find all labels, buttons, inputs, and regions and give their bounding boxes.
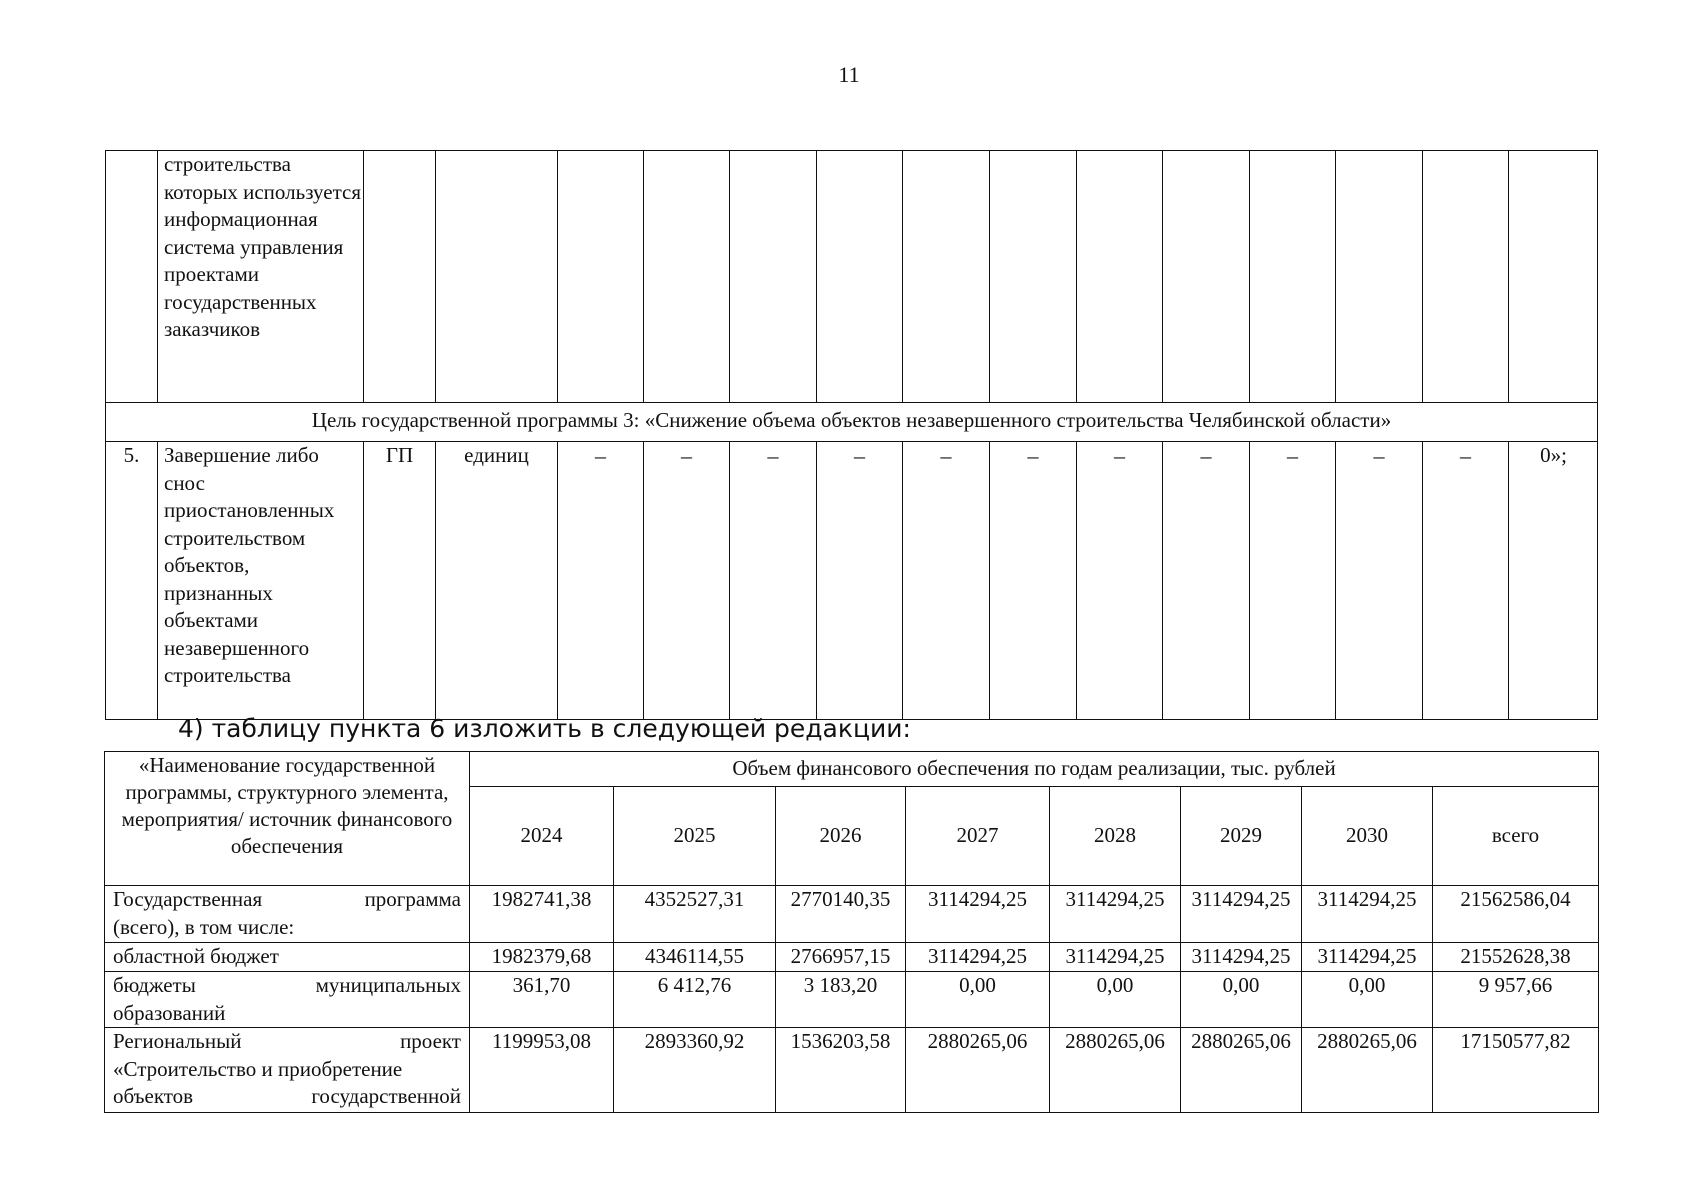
table-row xyxy=(105,943,1599,972)
cell-dash: – xyxy=(1077,442,1163,720)
value-cell: 0,00 xyxy=(1302,972,1433,1028)
row-name xyxy=(105,886,470,943)
cell-unit: единиц xyxy=(436,442,558,720)
cell-number xyxy=(106,151,158,403)
row-name xyxy=(105,1028,470,1113)
table-row xyxy=(106,442,1598,720)
year-header: 2029 xyxy=(1181,787,1302,886)
cell-type: ГП xyxy=(364,442,436,720)
value-cell: 17150577,82 xyxy=(1433,1028,1599,1113)
value-cell: 2893360,92 xyxy=(614,1028,776,1113)
header-row xyxy=(105,752,1599,787)
cell-indicator-name: строительства которых используется информационная система управления проектами государственных заказчиков xyxy=(158,151,364,403)
value-cell: 3114294,25 xyxy=(1050,943,1181,972)
cell xyxy=(1509,151,1598,403)
cell xyxy=(817,151,903,403)
total-header: всего xyxy=(1433,787,1599,886)
row-name xyxy=(105,972,470,1028)
value-cell: 2880265,06 xyxy=(1302,1028,1433,1113)
year-header: 2030 xyxy=(1302,787,1433,886)
row-name-line: «Строительство и приобретение xyxy=(113,1056,403,1081)
goal-text: Цель государственной программы 3: «Снижение объема объектов незавершенного строительства Челябинской области» xyxy=(106,403,1598,442)
value-cell: 1982741,38 xyxy=(470,886,614,943)
value-cell: 0,00 xyxy=(1050,972,1181,1028)
year-header: 2024 xyxy=(470,787,614,886)
cell xyxy=(1250,151,1336,403)
cell-number: 5. xyxy=(106,442,158,720)
page-number: 11 xyxy=(838,62,860,87)
instruction-text: 4) таблицу пункта 6 изложить в следующей редакции: xyxy=(178,714,911,743)
row-name-line: (всего), в том числе: xyxy=(113,914,295,939)
value-cell: 21552628,38 xyxy=(1433,943,1599,972)
cell xyxy=(364,151,436,403)
cell-dash: – xyxy=(1336,442,1423,720)
table-row xyxy=(105,1028,1599,1113)
value-cell: 2880265,06 xyxy=(1181,1028,1302,1113)
value-cell: 3 183,20 xyxy=(776,972,906,1028)
value-cell: 9 957,66 xyxy=(1433,972,1599,1028)
cell xyxy=(990,151,1077,403)
value-cell: 1199953,08 xyxy=(470,1028,614,1113)
value-cell: 1982379,68 xyxy=(470,943,614,972)
indicators-table xyxy=(105,150,1598,720)
cell xyxy=(1423,151,1509,403)
row-name-line: Государственная программа xyxy=(113,887,461,911)
value-cell: 0,00 xyxy=(906,972,1050,1028)
value-cell: 1536203,58 xyxy=(776,1028,906,1113)
cell-dash: – xyxy=(903,442,990,720)
value-cell: 3114294,25 xyxy=(906,886,1050,943)
row-name-line: областной бюджет xyxy=(113,944,279,968)
year-header: 2026 xyxy=(776,787,906,886)
table-row xyxy=(105,886,1599,943)
value-cell: 3114294,25 xyxy=(1302,886,1433,943)
year-header: 2028 xyxy=(1050,787,1181,886)
value-cell: 2880265,06 xyxy=(906,1028,1050,1113)
cell xyxy=(1336,151,1423,403)
goal-row xyxy=(106,403,1598,442)
value-cell: 21562586,04 xyxy=(1433,886,1599,943)
row-name-line: образований xyxy=(113,1000,226,1025)
header-name-cell: «Наименование государственной программы, структурного элемента, мероприятия/ источник финансового обеспечения xyxy=(105,752,470,886)
cell-dash: – xyxy=(1423,442,1509,720)
value-cell: 3114294,25 xyxy=(1050,886,1181,943)
cell-dash: – xyxy=(990,442,1077,720)
value-cell: 4346114,55 xyxy=(614,943,776,972)
cell-dash: – xyxy=(817,442,903,720)
row-name xyxy=(105,943,470,972)
cell-indicator-name: Завершение либо снос приостановленных строительством объектов, признанных объектами незавершенного строительства xyxy=(158,442,364,720)
row-name-line: объектов государственной xyxy=(113,1084,461,1108)
cell xyxy=(903,151,990,403)
header-volume-cell: Объем финансового обеспечения по годам реализации, тыс. рублей xyxy=(470,752,1599,787)
cell xyxy=(558,151,644,403)
cell-dash: – xyxy=(1163,442,1250,720)
value-cell: 3114294,25 xyxy=(906,943,1050,972)
value-cell: 4352527,31 xyxy=(614,886,776,943)
value-cell: 361,70 xyxy=(470,972,614,1028)
cell-dash: – xyxy=(730,442,817,720)
cell-dash: – xyxy=(558,442,644,720)
cell-final-value: 0»; xyxy=(1509,442,1598,720)
year-header: 2027 xyxy=(906,787,1050,886)
cell-dash: – xyxy=(1250,442,1336,720)
cell xyxy=(1163,151,1250,403)
value-cell: 6 412,76 xyxy=(614,972,776,1028)
cell-dash: – xyxy=(644,442,730,720)
table-row xyxy=(106,151,1598,403)
value-cell: 3114294,25 xyxy=(1181,886,1302,943)
cell xyxy=(644,151,730,403)
cell xyxy=(436,151,558,403)
value-cell: 2766957,15 xyxy=(776,943,906,972)
value-cell: 2880265,06 xyxy=(1050,1028,1181,1113)
cell xyxy=(1077,151,1163,403)
year-header: 2025 xyxy=(614,787,776,886)
value-cell: 3114294,25 xyxy=(1181,943,1302,972)
row-name-line: бюджеты муниципальных xyxy=(113,973,461,997)
value-cell: 0,00 xyxy=(1181,972,1302,1028)
value-cell: 2770140,35 xyxy=(776,886,906,943)
table-row xyxy=(105,972,1599,1028)
cell xyxy=(730,151,817,403)
value-cell: 3114294,25 xyxy=(1302,943,1433,972)
funding-table xyxy=(104,751,1599,1113)
row-name-line: Региональный проект xyxy=(113,1029,461,1053)
